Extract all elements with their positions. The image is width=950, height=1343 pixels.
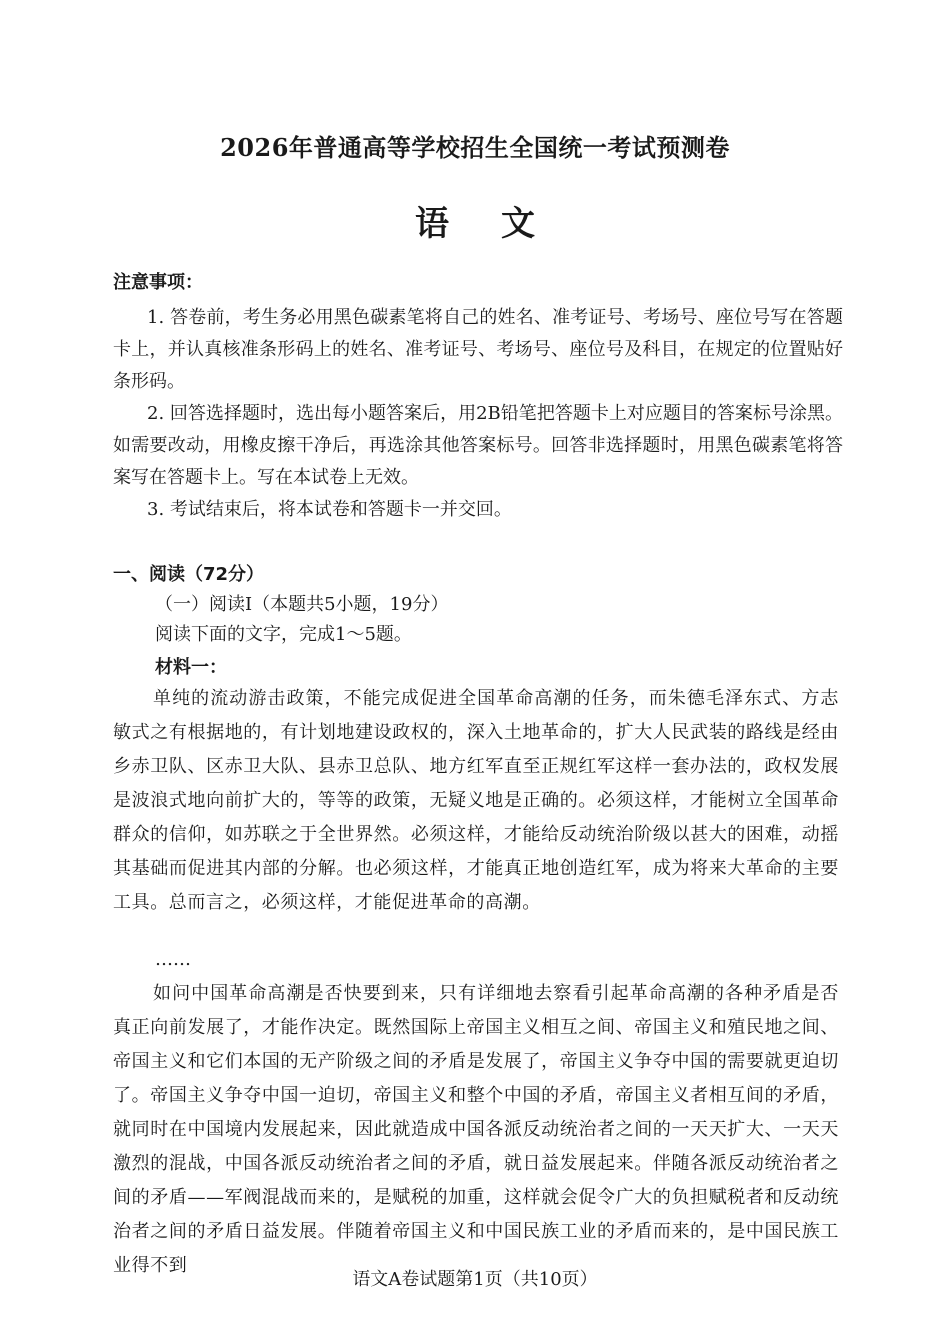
material-label: 材料一：: [155, 657, 227, 678]
section-subheading: （一）阅读Ⅰ（本题共5小题，19分）: [155, 594, 449, 615]
passage-paragraph: 如问中国革命高潮是否快要到来，只有详细地去察看引起革命高潮的各种矛盾是否真正向前发展了，才能作决定。既然国际上帝国主义相互之间、帝国主义和殖民地之间、帝国主义和它们本国的无产阶级之间的矛盾是发展了，帝国主义争夺中国的需要就更迫切了。帝国主义争夺中国一迫切，帝国主义和整个中国的矛盾，帝国主义者相互间的矛盾，就同时在中国境内发展起来，因此就造成中国各派反动统治者之间的一天天扩大、一天天激烈的混战，中国各派反动统治者之间的矛盾，就日益发展起来。伴随各派反动统治者之间的矛盾——军阀混战而来的，是赋税的加重，这样就会促令广大的负担赋税者和反动统治者之间的矛盾日益发展。伴随着帝国主义和中国民族工业的矛盾而来的，是中国民族工业得不到: [113, 983, 839, 1276]
section-heading: 一、阅读（72分）: [113, 564, 265, 585]
notice-item-3: 3. 考试结束后，将本试卷和答题卡一并交回。: [147, 499, 512, 520]
section-instruction: 阅读下面的文字，完成1～5题。: [155, 624, 412, 645]
passage-paragraph: 单纯的流动游击政策，不能完成促进全国革命高潮的任务，而朱德毛泽东式、方志敏式之有根据地的，有计划地建设政权的，深入土地革命的，扩大人民武装的路线是经由乡赤卫队、区赤卫大队、县赤卫总队、地方红军直至正规红军这样一套办法的，政权发展是波浪式地向前扩大的，等等的政策，无疑义地是正确的。必须这样，才能树立全国革命群众的信仰，如苏联之于全世界然。必须这样，才能给反动统治阶级以甚大的困难，动摇其基础而促进其内部的分解。也必须这样，才能真正地创造红军，成为将来大革命的主要工具。总而言之，必须这样，才能促进革命的高潮。: [113, 688, 839, 913]
exam-title: 2026年普通高等学校招生全国统一考试预测卷: [220, 133, 730, 162]
page-footer: 语文A卷试题第1页（共10页）: [352, 1269, 598, 1290]
passage-ellipsis: ……: [155, 949, 191, 970]
subject-title: 语文: [415, 204, 587, 244]
notice-item-1: 1. 答卷前，考生务必用黑色碳素笔将自己的姓名、准考证号、考场号、座位号写在答题卡上，并认真核准条形码上的姓名、准考证号、考场号、座位号及科目，在规定的位置贴好条形码。: [113, 307, 843, 392]
notice-heading: 注意事项：: [113, 272, 203, 293]
notice-item-2: 2. 回答选择题时，选出每小题答案后，用2B铅笔把答题卡上对应题目的答案标号涂黑。如需要改动，用橡皮擦干净后，再选涂其他答案标号。回答非选择题时，用黑色碳素笔将答案写在答题卡上。写在本试卷上无效。: [113, 403, 843, 488]
